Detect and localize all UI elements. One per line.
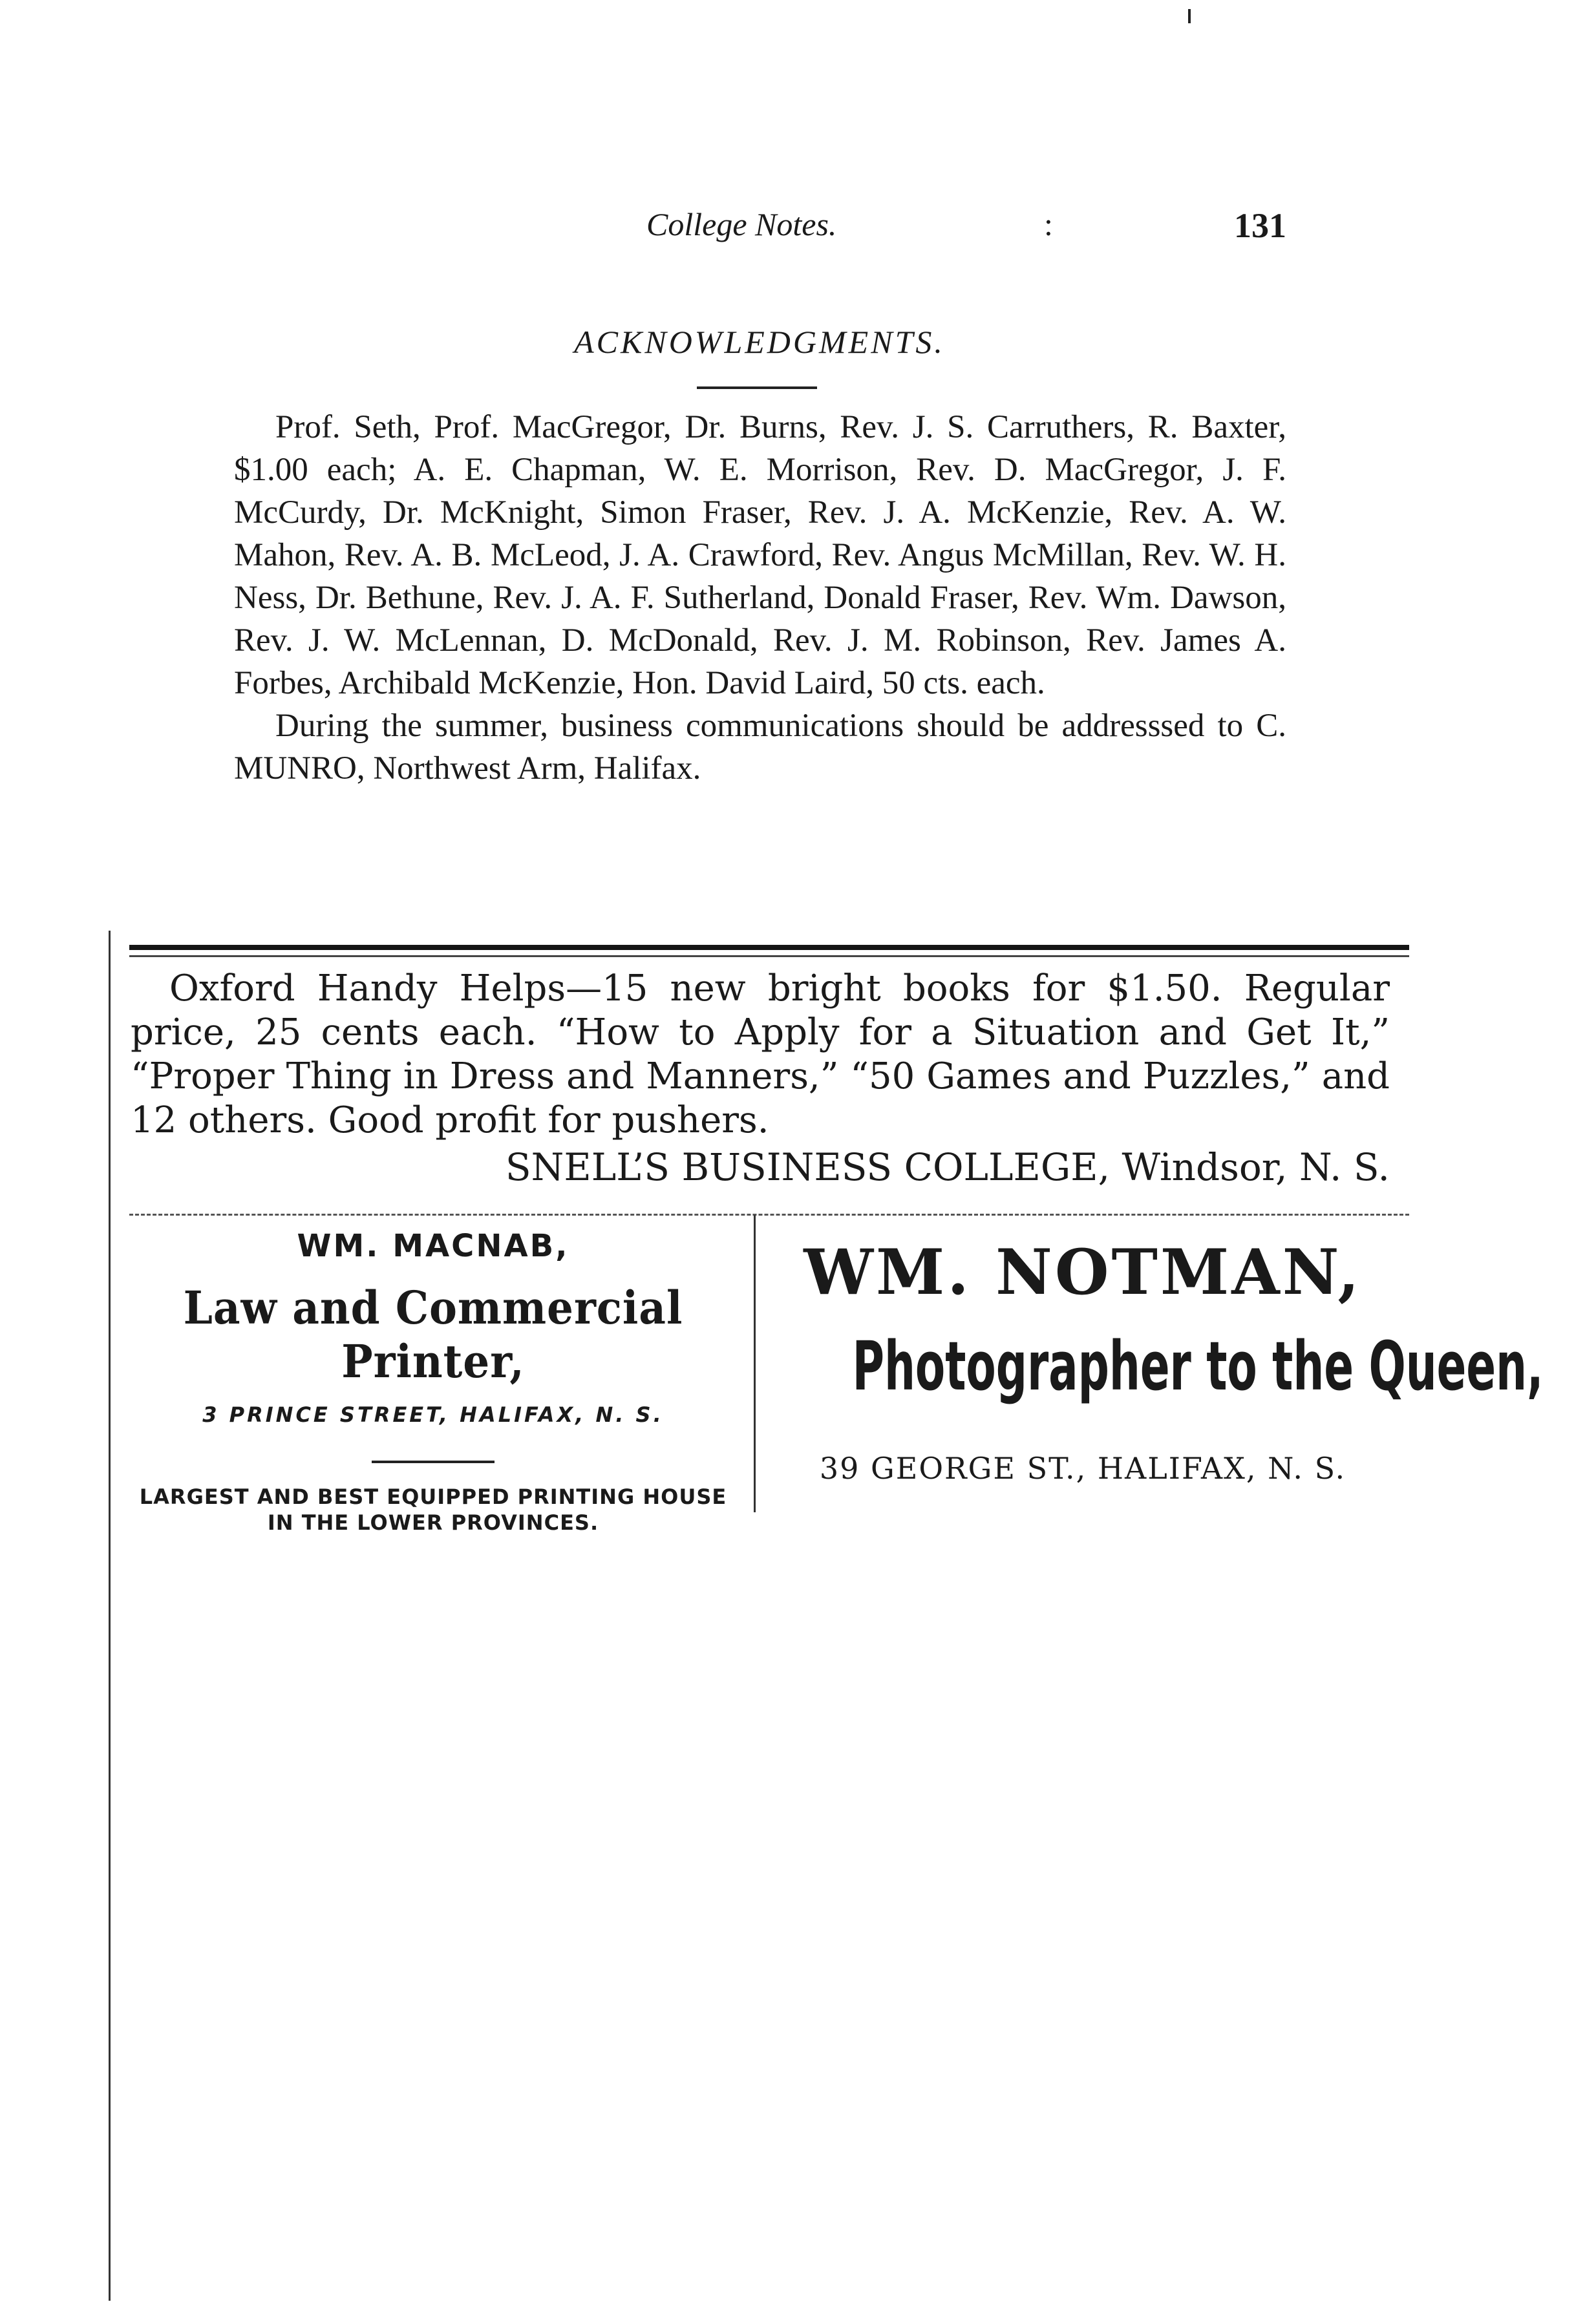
business-notice: During the summer, business communications should be addresssed to C. MUNRO, Northwest Arm, Halifax. <box>234 708 1286 787</box>
macnab-address: 3 PRINCE STREET, HALIFAX, N. S. <box>202 1402 664 1427</box>
section-rule-thick <box>129 945 1409 950</box>
oxford-ad-body: Oxford Handy Helps—15 new bright books for $1.50. Regular price, 25 cents each. “How to Apply for a Situation and Get It,” “Proper Thing in Dress and Manners,” “50 Games and Puzzles,” and 12 others. Good profit for pushers. <box>131 967 1390 1141</box>
stray-mark <box>1188 9 1191 23</box>
running-head <box>233 206 1286 264</box>
notman-address: 39 GEORGE ST., HALIFAX, N. S. <box>819 1451 1346 1486</box>
running-head-separator: : <box>1044 206 1053 242</box>
macnab-trade: Law and Commercial Printer, <box>183 1281 683 1388</box>
macnab-tagline-line-2: IN THE LOWER PROVINCES. <box>267 1510 599 1535</box>
macnab-name: WM. MACNAB, <box>297 1228 569 1264</box>
acknowledgments-list: Prof. Seth, Prof. MacGregor, Dr. Burns, Rev. J. S. Carruthers, R. Baxter, $1.00 each; A. E. Chapman, W. E. Morrison, Rev. D. MacGregor, J. F. McCurdy, Dr. McKnight, Simon Fraser, Rev. J. A. McKenzie, Rev. A. W. Mahon, Rev. A. B. McLeod, J. A. Crawford, Rev. Angus McMillan, Rev. W. H. Ness, Dr. Bethune, Rev. J. A. F. Sutherland, Donald Fraser, Rev. Wm. Dawson, Rev. J. W. McLennan, D. McDonald, Rev. J. M. Robinson, Rev. James A. Forbes, Archibald McKenzie, Hon. David Laird, 50 cts. each. <box>234 409 1286 701</box>
acknowledgments-body <box>234 406 1286 790</box>
left-margin-line <box>109 931 111 2301</box>
macnab-tagline <box>129 1484 737 1536</box>
running-head-title: College Notes. <box>646 206 837 242</box>
heading-rule <box>697 386 817 389</box>
ad-column-divider <box>754 1215 756 1512</box>
oxford-ad-signature: SNELL’S BUSINESS COLLEGE, Windsor, N. S. <box>505 1145 1390 1189</box>
notman-role: Photographer to the Queen, <box>852 1327 1544 1406</box>
macnab-rule <box>372 1461 495 1463</box>
macnab-tagline-line-1: LARGEST AND BEST EQUIPPED PRINTING HOUSE <box>139 1484 727 1509</box>
acknowledgments-heading: ACKNOWLEDGMENTS. <box>574 324 945 360</box>
notman-name: WM. NOTMAN, <box>803 1236 1362 1309</box>
macnab-advertisement <box>129 1228 737 1536</box>
section-rule-thin <box>129 955 1409 957</box>
notman-advertisement <box>763 1236 1544 1486</box>
page-number: 131 <box>1234 206 1286 245</box>
ad-divider-dashed <box>129 1214 1409 1216</box>
oxford-advertisement <box>131 967 1390 1189</box>
